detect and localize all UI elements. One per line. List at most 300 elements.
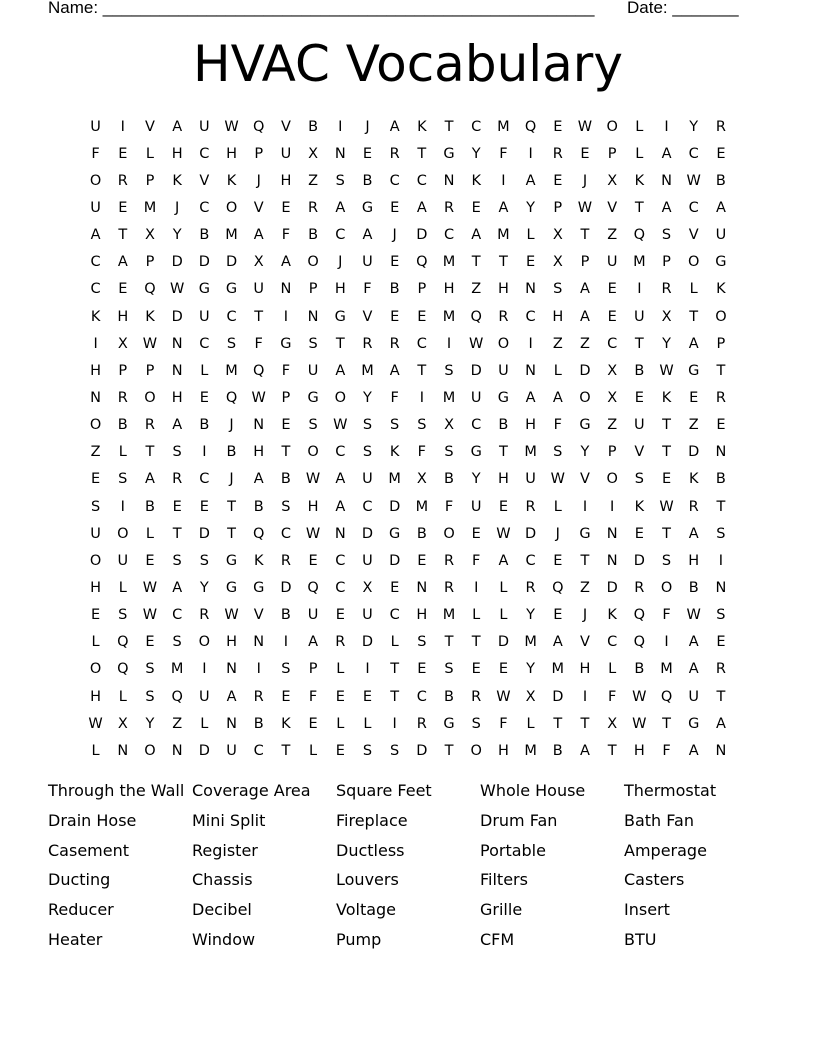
grid-row [82, 412, 735, 439]
grid-letter: O [715, 308, 727, 325]
grid-letter: J [229, 417, 234, 434]
grid-letter: B [715, 471, 726, 488]
grid-letter: O [660, 579, 673, 596]
grid-row [82, 222, 735, 249]
grid-letter: U [362, 471, 373, 488]
grid-letter: L [145, 525, 155, 542]
grid-letter: N [416, 579, 428, 596]
grid-letter: R [362, 335, 373, 352]
grid-letter: W [577, 118, 593, 135]
grid-letter: B [253, 498, 264, 515]
grid-letter: M [442, 607, 456, 624]
grid-letter: P [417, 281, 427, 298]
grid-letter: Q [633, 227, 646, 244]
grid-letter: R [525, 498, 536, 515]
grid-letter: R [471, 688, 482, 705]
grid-letter: I [93, 335, 98, 352]
grid-row [82, 194, 735, 221]
grid-letter: J [175, 199, 180, 216]
grid-letter: R [308, 199, 319, 216]
grid-letter: N [715, 742, 727, 759]
grid-letter: M [442, 389, 456, 406]
grid-letter: O [334, 389, 346, 406]
grid-letter: N [525, 362, 537, 379]
grid-letter: K [226, 172, 237, 189]
grid-letter: S [716, 525, 726, 542]
grid-letter: A [552, 634, 563, 651]
grid-letter: N [171, 335, 183, 352]
grid-letter: E [118, 145, 128, 162]
grid-letter: E [390, 199, 400, 216]
grid-letter: R [253, 688, 264, 705]
grid-letter: P [145, 254, 155, 271]
word-bank-item: Ductless [336, 840, 405, 860]
grid-letter: H [117, 308, 129, 325]
grid-letter: M [170, 661, 184, 678]
grid-letter: G [688, 715, 700, 732]
grid-letter: X [607, 362, 618, 379]
grid-letter: X [444, 417, 454, 434]
grid-letter: X [253, 254, 264, 271]
grid-letter: T [281, 742, 291, 759]
grid-letter: A [580, 281, 590, 298]
grid-letter: G [579, 525, 591, 542]
grid-letter: G [253, 579, 265, 596]
grid-letter: B [280, 471, 291, 488]
grid-letter: R [280, 552, 291, 569]
grid-letter: C [471, 118, 482, 135]
grid-letter: U [362, 607, 373, 624]
grid-letter: F [472, 552, 481, 569]
grid-letter: T [390, 661, 400, 678]
grid-letter: U [253, 281, 265, 298]
grid-letter: A [362, 227, 373, 244]
grid-letter: N [334, 145, 346, 162]
grid-letter: G [280, 335, 292, 352]
grid-letter: S [145, 688, 155, 705]
grid-letter: L [309, 742, 318, 759]
grid-letter: X [525, 688, 536, 705]
grid-letter: R [443, 199, 455, 216]
word-bank-item: Register [192, 840, 258, 860]
grid-row [82, 439, 735, 466]
grid-letter: Z [90, 444, 101, 461]
grid-letter: A [117, 254, 128, 271]
grid-letter: O [89, 661, 102, 678]
grid-letter: C [199, 335, 210, 352]
grid-letter: W [224, 607, 239, 624]
grid-letter: C [226, 308, 237, 325]
grid-letter: V [145, 118, 155, 135]
grid-letter: A [688, 634, 699, 651]
grid-letter: P [145, 362, 155, 379]
grid-letter: L [390, 634, 399, 651]
grid-letter: J [555, 525, 560, 542]
grid-letter: X [607, 172, 618, 189]
grid-letter: B [444, 471, 454, 488]
word-bank-item: Heater [48, 929, 103, 949]
grid-letter: E [91, 607, 101, 624]
grid-letter: H [171, 389, 183, 406]
grid-letter: G [688, 362, 700, 379]
grid-letter: I [474, 579, 479, 596]
grid-letter: N [715, 579, 727, 596]
word-bank-item: Coverage Area [192, 781, 311, 800]
grid-letter: J [582, 172, 588, 189]
grid-letter: E [281, 199, 291, 216]
grid-letter: I [202, 661, 207, 678]
grid-letter: I [528, 335, 533, 352]
grid-letter: G [497, 389, 510, 406]
grid-letter: A [715, 199, 726, 216]
grid-letter: F [363, 281, 372, 298]
grid-letter: N [253, 417, 265, 434]
grid-letter: Z [688, 417, 699, 434]
grid-letter: T [580, 227, 590, 244]
grid-letter: E [390, 308, 400, 325]
grid-letter: B [634, 661, 645, 678]
grid-letter: W [305, 471, 321, 488]
grid-letter: H [334, 281, 346, 298]
grid-row [82, 384, 735, 411]
word-bank-item: Casement [48, 840, 129, 860]
word-bank-item: Drum Fan [480, 810, 558, 830]
grid-letter: A [145, 471, 155, 488]
grid-letter: E [308, 715, 318, 732]
grid-letter: Q [633, 634, 646, 651]
grid-letter: D [171, 308, 183, 325]
grid-letter: W [496, 525, 511, 542]
grid-letter: E [580, 145, 590, 162]
grid-letter: E [417, 661, 427, 678]
grid-letter: D [552, 688, 564, 705]
grid-letter: R [661, 281, 672, 298]
grid-letter: W [142, 607, 158, 624]
grid-letter: L [118, 688, 127, 705]
grid-letter: W [333, 417, 348, 434]
grid-row [82, 249, 735, 276]
grid-letter: C [525, 552, 536, 569]
grid-letter: M [415, 498, 429, 515]
grid-row [82, 629, 735, 656]
grid-letter: P [308, 281, 318, 298]
grid-letter: E [417, 552, 427, 569]
grid-letter: S [199, 552, 209, 569]
grid-letter: D [497, 634, 509, 651]
grid-letter: X [145, 227, 155, 244]
grid-letter: W [632, 688, 647, 705]
grid-letter: A [498, 199, 509, 216]
grid-letter: U [470, 498, 482, 515]
grid-letter: Z [607, 227, 618, 244]
grid-letter: R [199, 607, 210, 624]
word-bank-item: Thermostat [624, 781, 717, 800]
grid-letter: L [553, 362, 562, 379]
grid-letter: C [335, 227, 346, 244]
word-bank-item: Reducer [48, 900, 114, 920]
grid-letter: V [688, 227, 699, 244]
grid-letter: Y [363, 389, 372, 406]
grid-letter: U [280, 145, 292, 162]
grid-letter: T [498, 254, 508, 271]
grid-letter: I [582, 688, 588, 705]
grid-letter: T [607, 742, 617, 759]
grid-letter: F [390, 389, 399, 406]
grid-letter: C [471, 417, 482, 434]
grid-letter: S [118, 607, 128, 624]
grid-letter: P [662, 254, 671, 271]
grid-letter: H [497, 471, 509, 488]
grid-letter: E [689, 389, 699, 406]
grid-letter: F [499, 145, 508, 162]
grid-letter: D [416, 227, 428, 244]
grid-letter: M [633, 254, 646, 271]
grid-letter: S [444, 362, 454, 379]
grid-letter: U [226, 742, 237, 759]
grid-letter: W [142, 335, 158, 352]
grid-letter: Z [471, 281, 482, 298]
grid-letter: R [498, 308, 509, 325]
grid-letter: D [416, 742, 428, 759]
grid-letter: D [579, 362, 591, 379]
grid-letter: L [472, 607, 481, 624]
grid-letter: R [715, 118, 726, 135]
grid-letter: S [444, 661, 454, 678]
word-bank [48, 776, 768, 955]
grid-letter: H [633, 742, 645, 759]
grid-letter: Q [307, 579, 319, 596]
grid-letter: F [308, 688, 318, 705]
grid-letter: C [416, 172, 427, 189]
grid-letter: Z [552, 335, 563, 352]
grid-letter: T [335, 335, 345, 352]
grid-letter: J [392, 227, 397, 244]
grid-letter: G [334, 308, 346, 325]
grid-letter: W [142, 579, 158, 596]
word-bank-item: Whole House [480, 781, 586, 800]
grid-letter: P [580, 254, 590, 271]
grid-letter: L [91, 742, 100, 759]
grid-letter: B [715, 172, 726, 189]
grid-letter: W [224, 118, 239, 135]
grid-letter: R [172, 471, 183, 488]
grid-letter: K [145, 308, 155, 325]
grid-row [82, 574, 735, 601]
grid-letter: K [661, 389, 672, 406]
grid-letter: K [389, 444, 400, 461]
grid-letter: A [525, 172, 536, 189]
grid-letter: E [91, 471, 101, 488]
grid-letter: T [662, 444, 671, 461]
grid-letter: E [308, 552, 318, 569]
grid-letter: M [524, 634, 537, 651]
grid-letter: L [118, 444, 127, 461]
grid-letter: H [253, 444, 265, 461]
grid-letter: H [579, 661, 591, 678]
grid-letter: G [361, 199, 374, 216]
grid-letter: I [202, 444, 207, 461]
grid-letter: N [525, 281, 537, 298]
grid-letter: A [389, 118, 400, 135]
grid-letter: U [715, 227, 727, 244]
grid-letter: W [169, 281, 185, 298]
grid-letter: D [361, 634, 374, 651]
grid-letter: D [198, 525, 210, 542]
grid-letter: A [688, 661, 699, 678]
grid-letter: H [497, 281, 509, 298]
grid-letter: T [281, 444, 291, 461]
grid-letter: E [661, 471, 672, 488]
grid-letter: S [281, 498, 291, 515]
grid-letter: I [419, 389, 424, 406]
word-bank-item: Amperage [624, 840, 707, 860]
grid-letter: M [497, 227, 510, 244]
grid-letter: L [336, 715, 345, 732]
word-bank-item: Grille [480, 900, 523, 920]
word-bank-item: Through the Wall [48, 781, 185, 800]
word-bank-item: Decibel [192, 900, 252, 920]
grid-letter: C [607, 335, 618, 352]
grid-row [82, 737, 735, 764]
grid-letter: O [307, 254, 319, 271]
grid-letter: Y [662, 335, 671, 352]
grid-letter: B [280, 607, 291, 624]
grid-letter: M [388, 471, 401, 488]
grid-row [82, 493, 735, 520]
grid-letter: N [171, 742, 183, 759]
grid-letter: T [662, 715, 671, 732]
grid-letter: F [662, 742, 671, 759]
grid-letter: T [662, 525, 671, 542]
grid-letter: L [635, 145, 644, 162]
grid-letter: Q [171, 688, 183, 705]
grid-letter: F [662, 607, 671, 624]
grid-letter: B [308, 227, 319, 244]
grid-letter: T [145, 444, 155, 461]
grid-letter: H [552, 308, 564, 325]
grid-letter: O [606, 471, 618, 488]
grid-letter: Q [144, 281, 156, 298]
grid-letter: U [307, 362, 319, 379]
grid-letter: E [553, 118, 563, 135]
grid-letter: D [389, 552, 401, 569]
grid-letter: V [580, 471, 590, 488]
grid-letter: G [715, 254, 727, 271]
grid-letter: L [118, 579, 127, 596]
grid-letter: X [308, 145, 319, 162]
grid-letter: B [308, 118, 319, 135]
grid-letter: S [172, 552, 182, 569]
grid-letter: E [172, 498, 182, 515]
grid-letter: B [552, 742, 563, 759]
grid-letter: E [471, 199, 481, 216]
grid-letter: N [226, 715, 237, 732]
grid-row [82, 710, 735, 737]
grid-letter: M [497, 118, 510, 135]
grid-letter: F [444, 498, 454, 515]
grid-letter: X [607, 715, 618, 732]
grid-letter: V [253, 199, 264, 216]
word-bank-item: Portable [480, 840, 546, 860]
grid-letter: K [281, 715, 291, 732]
grid-letter: U [90, 199, 101, 216]
grid-letter: L [145, 145, 155, 162]
grid-letter: Q [416, 254, 428, 271]
grid-letter: N [334, 525, 346, 542]
grid-letter: F [91, 145, 100, 162]
grid-letter: Q [470, 308, 482, 325]
grid-letter: M [143, 199, 157, 216]
grid-letter: A [226, 688, 237, 705]
grid-letter: D [225, 254, 238, 271]
grid-letter: M [660, 661, 673, 678]
grid-letter: G [579, 417, 591, 434]
grid-letter: Z [580, 579, 590, 596]
grid-letter: U [90, 525, 101, 542]
grid-letter: C [416, 688, 427, 705]
grid-letter: I [528, 145, 533, 162]
grid-letter: S [362, 444, 373, 461]
grid-letter: T [227, 498, 236, 515]
grid-letter: E [471, 525, 481, 542]
grid-letter: C [416, 335, 427, 352]
grid-letter: V [634, 444, 645, 461]
grid-letter: S [417, 634, 427, 651]
grid-letter: S [444, 444, 454, 461]
grid-letter: A [172, 118, 183, 135]
grid-letter: F [607, 688, 617, 705]
grid-letter: O [470, 742, 482, 759]
grid-letter: S [335, 172, 345, 189]
grid-row [82, 520, 735, 547]
word-bank-item: Bath Fan [624, 810, 694, 830]
grid-letter: T [444, 118, 454, 135]
grid-letter: I [582, 498, 588, 515]
grid-letter: G [225, 552, 238, 569]
grid-letter: A [688, 525, 699, 542]
grid-letter: N [253, 634, 265, 651]
grid-letter: L [689, 281, 698, 298]
grid-letter: G [443, 145, 455, 162]
grid-letter: H [90, 362, 102, 379]
grid-letter: T [444, 742, 454, 759]
grid-letter: H [280, 172, 292, 189]
grid-letter: B [226, 444, 237, 461]
grid-letter: Z [580, 335, 590, 352]
grid-letter: D [389, 498, 401, 515]
grid-letter: E [199, 498, 209, 515]
grid-letter: N [715, 444, 727, 461]
grid-letter: O [198, 634, 211, 651]
grid-letter: X [552, 227, 563, 244]
grid-letter: M [442, 254, 456, 271]
grid-letter: A [253, 471, 264, 488]
grid-letter: Z [308, 172, 319, 189]
grid-letter: H [497, 742, 509, 759]
grid-letter: K [634, 498, 645, 515]
grid-letter: H [171, 145, 183, 162]
grid-letter: U [688, 688, 700, 705]
grid-letter: E [471, 661, 481, 678]
grid-letter: O [606, 118, 618, 135]
grid-letter: E [716, 417, 726, 434]
grid-letter: E [553, 607, 563, 624]
grid-letter: B [144, 498, 155, 515]
grid-letter: S [90, 498, 101, 515]
grid-letter: E [362, 688, 373, 705]
grid-letter: T [662, 417, 671, 434]
grid-letter: U [525, 471, 536, 488]
